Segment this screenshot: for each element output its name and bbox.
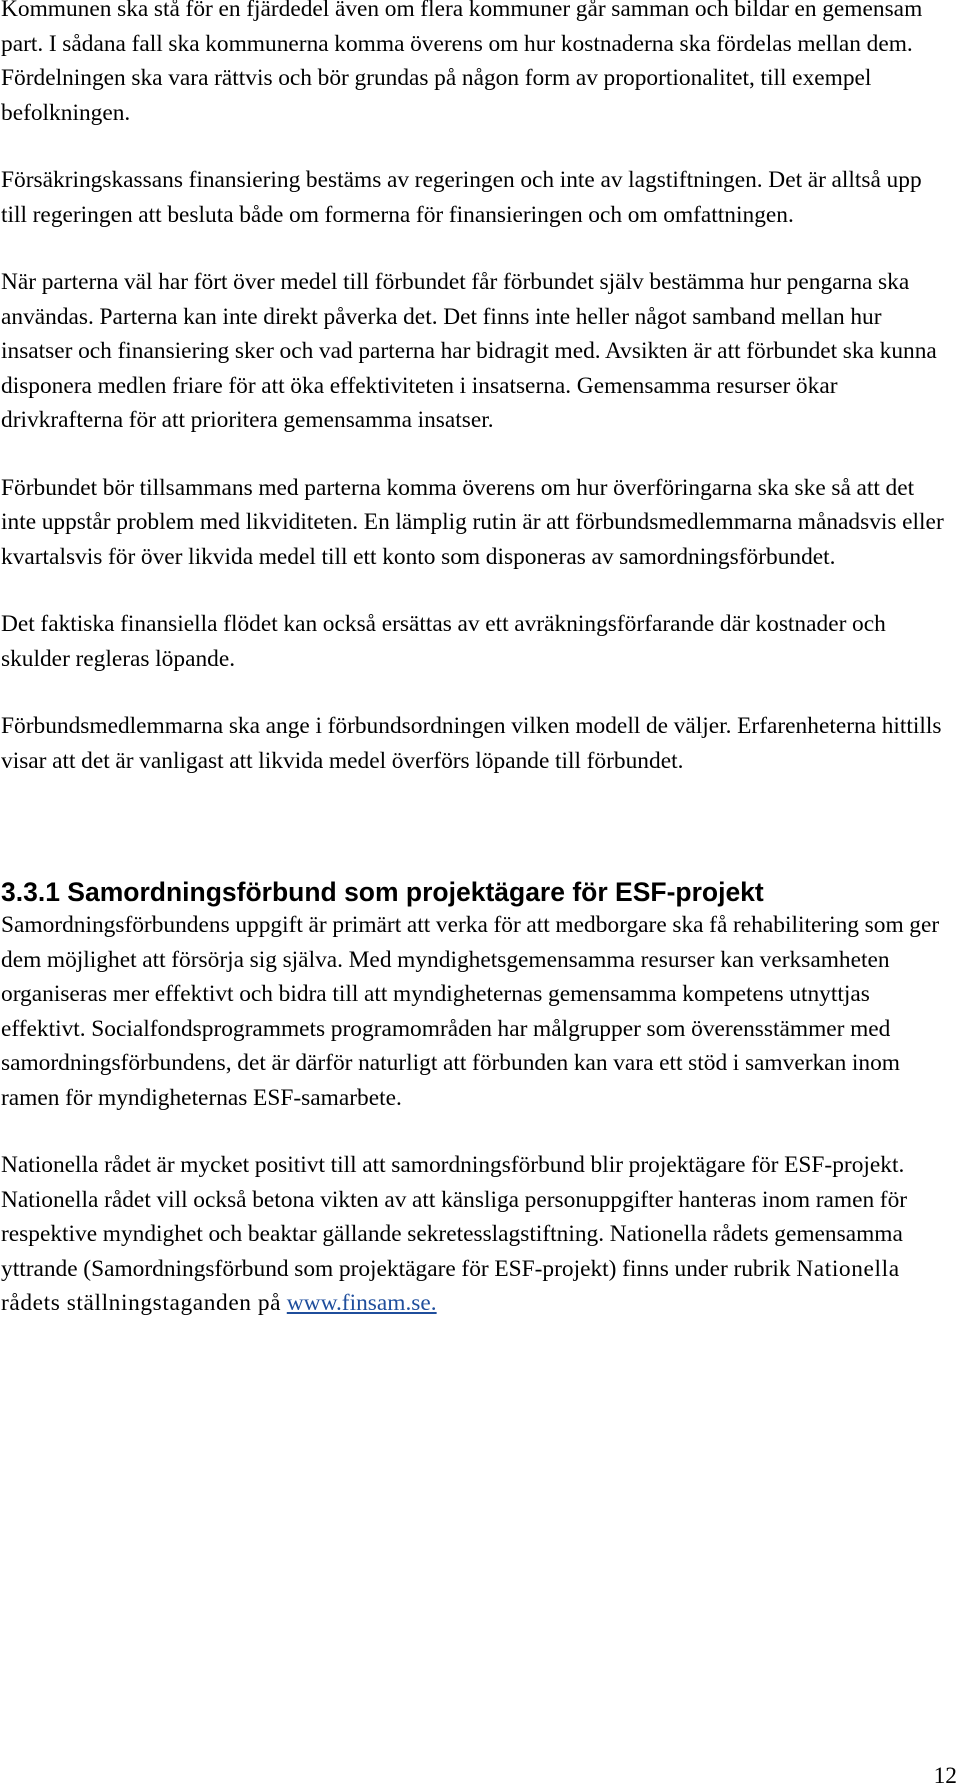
national-council-positions-text: Nationella rådets ställningstaganden på [1, 1255, 900, 1316]
national-council-text: Nationella rådet är mycket positivt till att samordningsförbund blir projektägare för ESF-projekt. Nationella rådet vill också betona vikten av att känsliga personuppgifter hanteras inom ramen för respektive myndighet och beaktar gällande sekretesslagstiftning. Nationella rådets gemensamma yttrande (Samordningsförbund som projektägare för ESF-projekt) finns under rubrik [1, 1152, 908, 1282]
paragraph-national-council [1, 1148, 951, 1321]
paragraph-transfers: Förbundet bör tillsammans med parterna komma överens om hur överföringarna ska ske så att det inte uppstår problem med likviditeten. En lämplig rutin är att förbundsmedlemmarna månadsvis eller kvartalsvis för över likvida medel till ett konto som disponeras av samordningsförbundet. [1, 474, 944, 570]
paragraph-section-purpose: Samordningsförbundens uppgift är primärt att verka för att medborgare ska få rehabilitering som ger dem möjlighet att försörja sig själva. Med myndighetsgemensamma resurser kan verksamheten organiseras mer effektivt och bidra till att myndigheternas gemensamma kompetens utnyttjas effektivt. Socialfondsprogrammets programområden har målgrupper som överensstämmer med samordningsförbundens, det är därför naturligt att förbunden kan vara ett stöd i samverkan inom ramen för myndigheternas ESF-samarbete. [1, 912, 940, 1111]
finsam-link[interactable]: www.finsam.se. [286, 1290, 437, 1316]
paragraph-model-choice: Förbundsmedlemmarna ska ange i förbundsordningen vilken modell de väljer. Erfarenheterna hittills visar att det är vanligast att likvida medel överförs löpande till förbundet. [1, 713, 942, 774]
document-body [1, 0, 951, 1321]
page-number: 12 [933, 1763, 957, 1789]
paragraph-financial-flow: Det faktiska finansiella flödet kan också ersättas av ett avräkningsförfarande där kostnader och skulder regleras löpande. [1, 611, 886, 672]
paragraph-municipality-share: Kommunen ska stå för en fjärdedel även om flera kommuner går samman och bildar en gemensam part. I sådana fall ska kommunerna komma överens om hur kostnaderna ska fördelas mellan dem. Fördelningen ska vara rättvis och bör grundas på någon form av proportionalitet, till exempel befolkningen. [1, 0, 923, 126]
paragraph-funds-usage: När parterna väl har fört över medel till förbundet får förbundet själv bestämma hur pengarna ska användas. Parterna kan inte direkt påverka det. Det finns inte heller något samband mellan hur insatser och finansiering sker och vad parterna har bidragit med. Avsikten är att förbundet ska kunna disponera medlen friare för att öka effektiviteten i insatserna. Gemensamma resurser ökar drivkrafterna för att prioritera gemensamma insatser. [1, 269, 937, 433]
paragraph-forsakringskassan-financing: Försäkringskassans finansiering bestäms av regeringen och inte av lagstiftningen. Det är alltså upp till regeringen att besluta både om formerna för finansieringen och om omfattningen. [1, 167, 922, 228]
section-heading: 3.3.1 Samordningsförbund som projektägare för ESF-projekt [1, 877, 764, 907]
